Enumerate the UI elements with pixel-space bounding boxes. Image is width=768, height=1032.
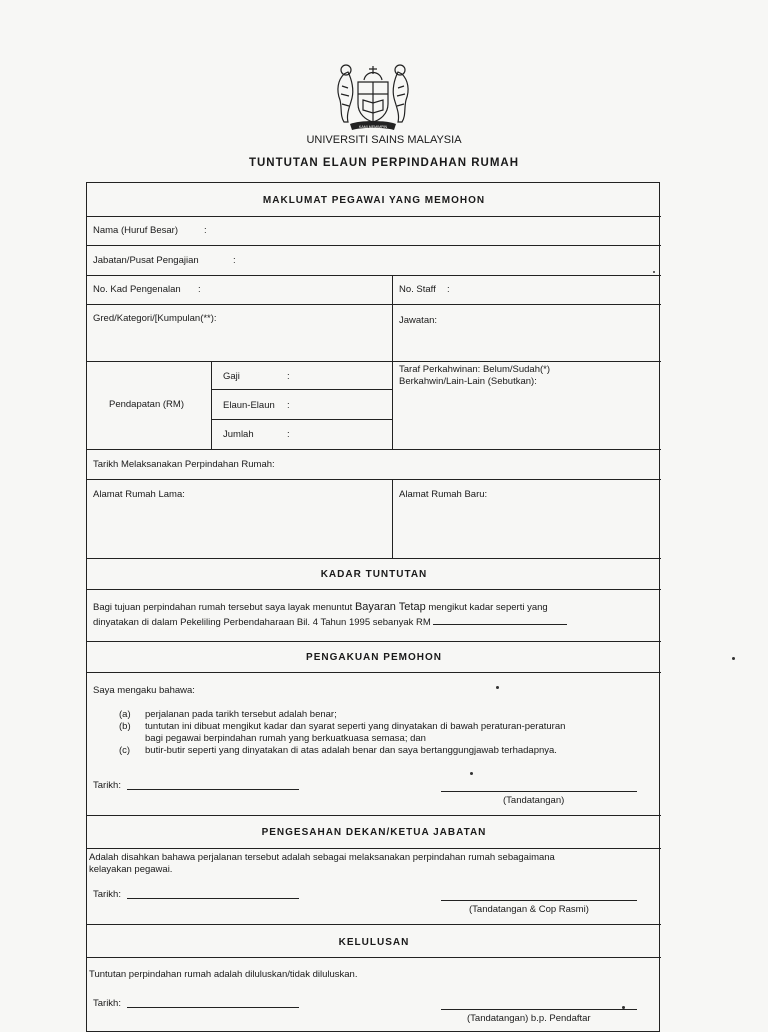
total-income-field[interactable] (297, 424, 387, 444)
position-label: Jawatan: (399, 315, 438, 326)
marital-status-line2: Berkahwin/Lain-Lain (Sebutkan): (399, 376, 537, 387)
salary-colon: : (287, 371, 290, 382)
staff-number-field[interactable] (459, 280, 649, 300)
old-address-label: Alamat Rumah Lama: (93, 489, 185, 500)
claim-rate-heading: KADAR TUNTUTAN (320, 569, 428, 580)
dean-signature-label: (Tandatangan & Cop Rasmi) (469, 904, 589, 915)
declaration-item-c-text: butir-butir seperti yang dinyatakan di atas adalah benar dan saya bertanggungjawab terhadapnya. (145, 745, 557, 756)
allowances-field[interactable] (297, 395, 387, 415)
salary-label: Gaji (223, 371, 240, 382)
endorsement-text-line2: kelayakan pegawai. (89, 864, 173, 875)
claim-rate-text-part1: Bagi tujuan perpindahan rumah tersebut saya layak menuntut (93, 602, 355, 613)
registrar-signature-line[interactable] (441, 1009, 637, 1010)
claim-rate-emphasis: Bayaran Tetap (354, 601, 426, 613)
scan-speck (622, 1006, 625, 1009)
total-income-colon: : (287, 429, 290, 440)
ic-number-colon: : (198, 284, 201, 295)
approval-date-label: Tarikh: (93, 998, 121, 1009)
move-date-field[interactable] (307, 454, 647, 474)
approval-text: Tuntutan perpindahan rumah adalah diluluskan/tidak diluluskan. (89, 969, 358, 980)
claim-rate-text (93, 601, 655, 629)
position-field[interactable] (399, 329, 649, 355)
department-field[interactable] (247, 250, 647, 270)
department-colon: : (233, 255, 236, 266)
scan-speck (653, 271, 655, 273)
declaration-date-field[interactable] (127, 777, 299, 790)
marital-status-line1: Taraf Perkahwinan: Belum/Sudah(*) (399, 364, 551, 375)
approval-heading: KELULUSAN (338, 937, 410, 948)
name-label: Nama (Huruf Besar) (93, 225, 178, 236)
ic-number-field[interactable] (211, 280, 386, 300)
applicant-signature-label: (Tandatangan) (503, 795, 565, 806)
applicant-signature-line[interactable] (441, 791, 637, 792)
salary-field[interactable] (297, 366, 387, 386)
ic-number-label: No. Kad Pengenalan (93, 284, 181, 295)
approval-date-field[interactable] (127, 995, 299, 1008)
grade-label: Gred/Kategori/[Kumpulan(**): (93, 313, 217, 324)
declaration-item-c-marker: (c) (119, 745, 131, 756)
declaration-intro: Saya mengaku bahawa: (93, 685, 195, 696)
claim-amount-field[interactable] (433, 614, 567, 625)
income-label: Pendapatan (RM) (109, 399, 184, 410)
scan-speck (470, 772, 473, 775)
scan-speck (732, 657, 735, 660)
name-field[interactable] (217, 221, 647, 241)
endorsement-text-line1: Adalah disahkan bahawa perjalanan tersebut adalah sebagai melaksanakan perpindahan rumah sebagaimana (89, 852, 555, 863)
declaration-item-b-text-line2: bagi pegawai berpindahan rumah yang berkuatkuasa semasa; dan (145, 733, 426, 744)
endorsement-heading: PENGESAHAN DEKAN/KETUA JABATAN (261, 827, 487, 838)
declaration-item-b-text: tuntutan ini dibuat mengikut kadar dan syarat seperti yang dinyatakan di bawah peraturan-peraturan (145, 721, 566, 732)
declaration-item-a-marker: (a) (119, 709, 131, 720)
claim-rate-text-line2: dinyatakan di dalam Pekeliling Perbendaharaan Bil. 4 Tahun 1995 sebanyak RM (93, 617, 431, 628)
declaration-heading: PENGAKUAN PEMOHON (306, 652, 442, 663)
declaration-date-label: Tarikh: (93, 780, 121, 791)
dean-signature-line[interactable] (441, 900, 637, 901)
claim-rate-text-part2: mengikut kadar seperti yang (425, 602, 548, 613)
registrar-signature-label: (Tandatangan) b.p. Pendaftar (467, 1013, 591, 1024)
endorsement-date-label: Tarikh: (93, 889, 121, 900)
form-title: TUNTUTAN ELAUN PERPINDAHAN RUMAH (248, 157, 520, 169)
endorsement-date-field[interactable] (127, 886, 299, 899)
marital-status-field[interactable] (399, 391, 649, 443)
declaration-item-b-marker: (b) (119, 721, 131, 732)
allowances-colon: : (287, 400, 290, 411)
staff-number-colon: : (447, 284, 450, 295)
old-address-field[interactable] (93, 505, 385, 553)
new-address-field[interactable] (399, 505, 649, 553)
applicant-section-heading: MAKLUMAT PEGAWAI YANG MEMOHON (262, 195, 486, 206)
university-crest-logo (330, 60, 416, 136)
declaration-item-a-text: perjalanan pada tarikh tersebut adalah benar; (145, 709, 337, 720)
new-address-label: Alamat Rumah Baru: (399, 489, 488, 500)
move-date-label: Tarikh Melaksanakan Perpindahan Rumah: (93, 459, 275, 470)
department-label: Jabatan/Pusat Pengajian (93, 255, 199, 266)
claim-form (86, 182, 660, 1032)
grade-field[interactable] (93, 329, 383, 355)
crest-banner-text: KAMI MEMIMPIN (358, 125, 388, 129)
name-colon: : (204, 225, 207, 236)
staff-number-label: No. Staff (399, 284, 436, 295)
scan-speck (496, 686, 499, 689)
university-name: UNIVERSITI SAINS MALAYSIA (306, 134, 462, 146)
total-income-label: Jumlah (223, 429, 254, 440)
allowances-label: Elaun-Elaun (223, 400, 275, 411)
